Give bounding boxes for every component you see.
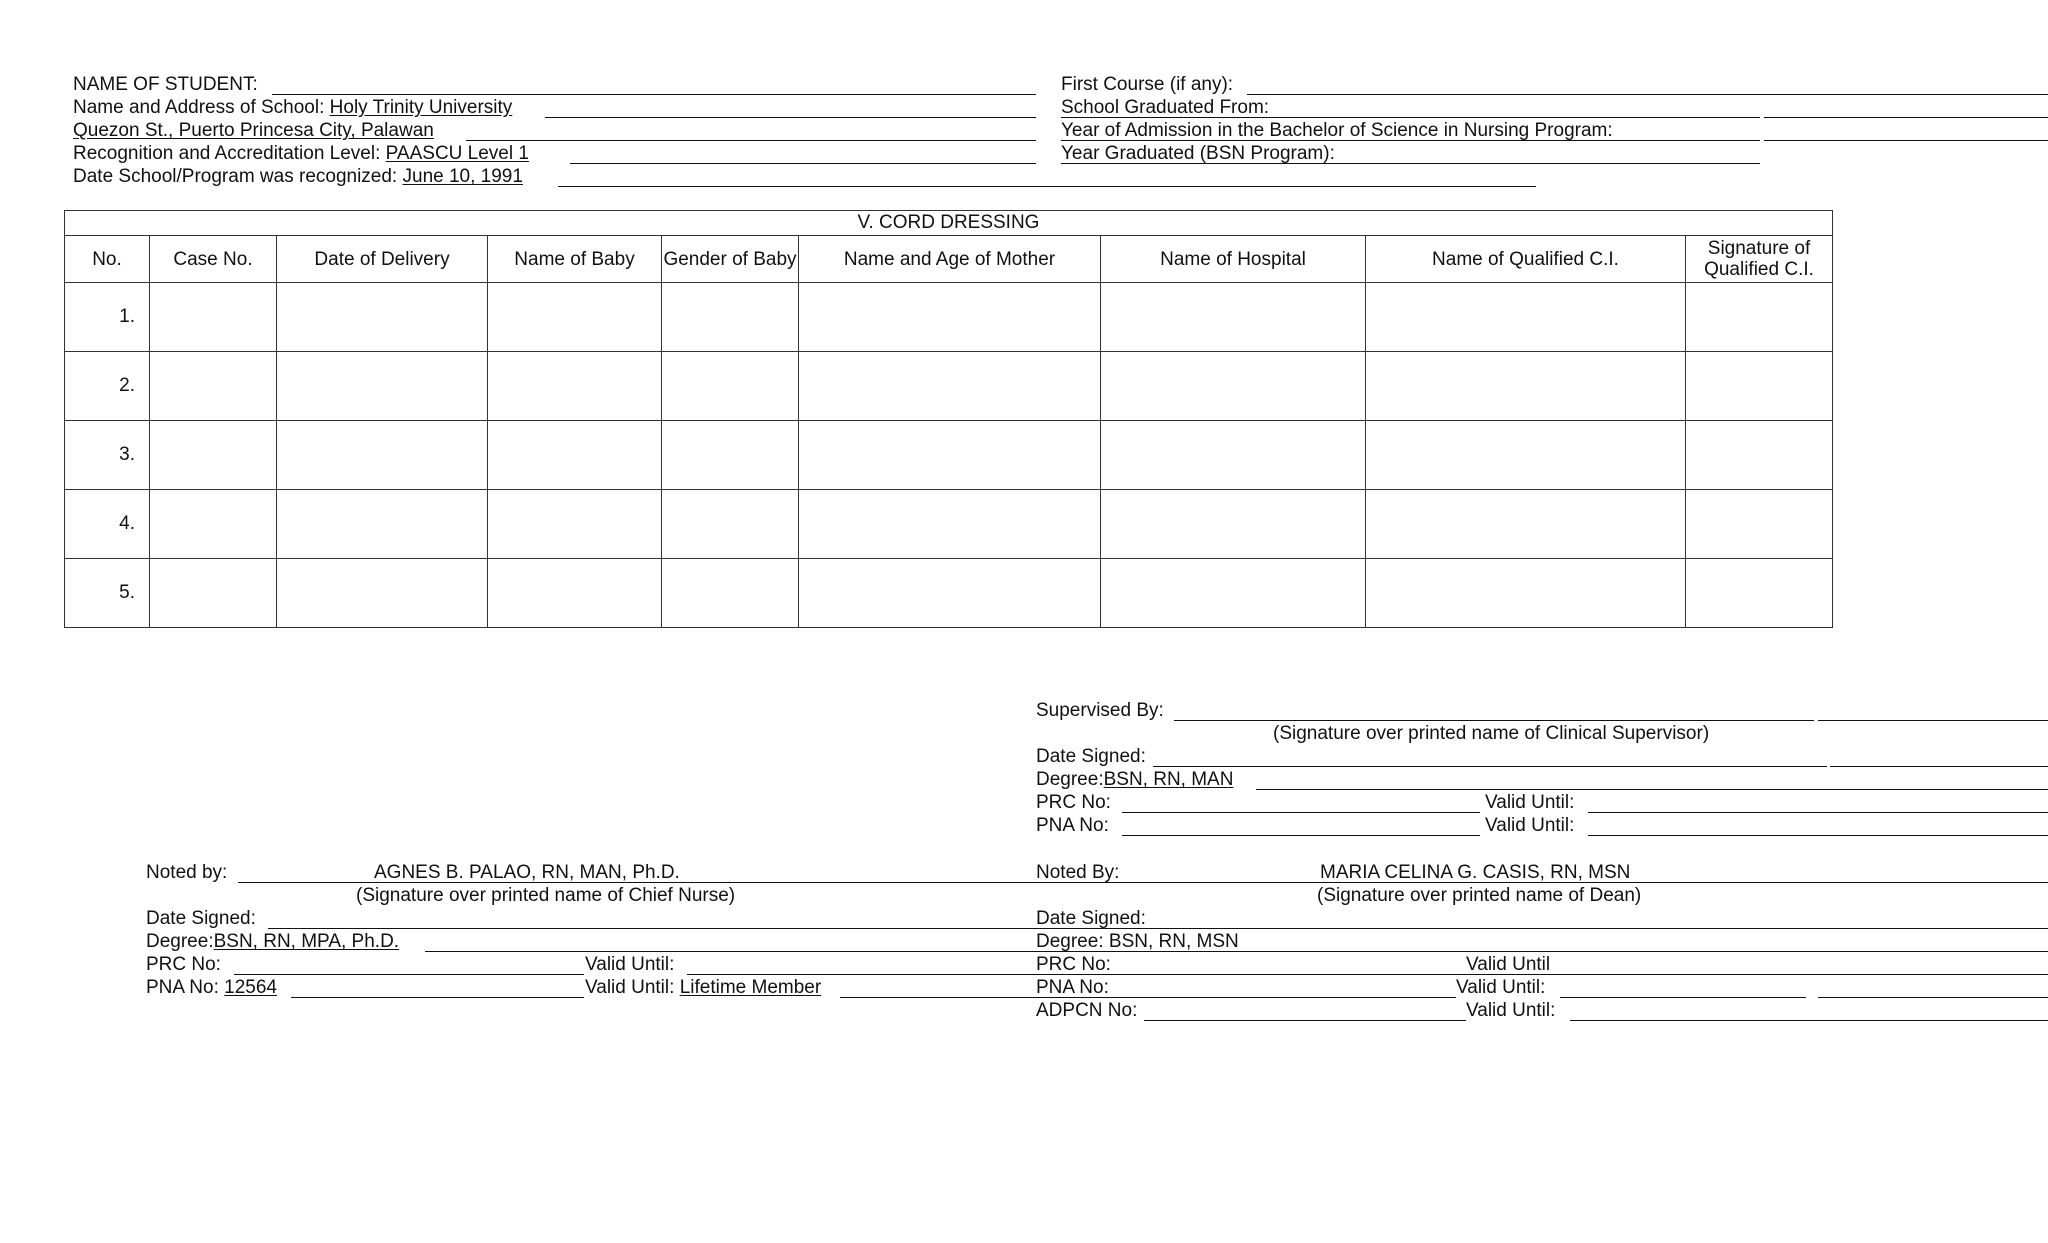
- ci-name-cell[interactable]: [1366, 352, 1686, 421]
- row-number: 5.: [65, 559, 150, 628]
- ci-signature-cell[interactable]: [1686, 559, 1833, 628]
- mother-cell[interactable]: [799, 421, 1101, 490]
- year-graduated-label: Year Graduated (BSN Program):: [1061, 143, 1335, 164]
- name-of-baby-cell[interactable]: [488, 421, 662, 490]
- recognition-label-text: Recognition and Accreditation Level:: [73, 143, 381, 164]
- recognition-label: [73, 143, 529, 165]
- chief-nurse-name: AGNES B. PALAO, RN, MAN, Ph.D.: [374, 862, 680, 883]
- table-row: [65, 490, 1833, 559]
- supervised-date-signed-label: Date Signed:: [1036, 746, 1146, 767]
- supervised-prc-line[interactable]: [1122, 812, 1480, 813]
- case-no-cell[interactable]: [150, 421, 277, 490]
- date-recognized-label-text: Date School/Program was recognized:: [73, 166, 398, 187]
- dean-name: MARIA CELINA G. CASIS, RN, MSN: [1320, 862, 1631, 883]
- hospital-cell[interactable]: [1101, 352, 1366, 421]
- header-name-qualified-ci: Name of Qualified C.I.: [1366, 236, 1686, 283]
- mother-cell[interactable]: [799, 559, 1101, 628]
- table-row: [65, 421, 1833, 490]
- ci-signature-cell[interactable]: [1686, 283, 1833, 352]
- noted-right-pna-label: PNA No:: [1036, 977, 1109, 998]
- noted-right-adpcn-line[interactable]: [1144, 1020, 1466, 1021]
- case-no-cell[interactable]: [150, 559, 277, 628]
- supervised-date-signed-line-extra: [1830, 766, 2048, 767]
- row-number: 4.: [65, 490, 150, 559]
- noted-left-pna-line: [291, 997, 584, 998]
- noted-right-degree-label: Degree:: [1036, 931, 1104, 952]
- supervised-prc-valid-line[interactable]: [1588, 812, 2048, 813]
- noted-left-degree: [146, 931, 399, 953]
- noted-left-pna-value: 12564: [224, 977, 277, 998]
- header-case-no: Case No.: [150, 236, 277, 283]
- name-of-baby-cell[interactable]: [488, 559, 662, 628]
- supervised-degree: [1036, 769, 1233, 791]
- supervised-prc-valid-label: Valid Until:: [1485, 792, 1575, 813]
- case-no-cell[interactable]: [150, 352, 277, 421]
- year-admission-label: Year of Admission in the Bachelor of Science in Nursing Program:: [1061, 120, 1613, 141]
- name-of-baby-cell[interactable]: [488, 352, 662, 421]
- noted-left-pna-label: PNA No:: [146, 977, 219, 998]
- noted-left-degree-label: Degree:: [146, 931, 214, 952]
- ci-name-cell[interactable]: [1366, 559, 1686, 628]
- date-recognized-value: June 10, 1991: [402, 166, 523, 187]
- noted-left-pna-valid: [585, 977, 821, 999]
- supervised-degree-value: BSN, RN, MAN: [1103, 769, 1234, 790]
- noted-left-pna-valid-label: Valid Until:: [585, 977, 675, 998]
- year-admission-underline: [1061, 140, 1760, 141]
- header-name-of-hospital: Name of Hospital: [1101, 236, 1366, 283]
- supervised-pna-valid-line[interactable]: [1588, 835, 2048, 836]
- noted-left-pna-valid-value: Lifetime Member: [679, 977, 822, 998]
- recognition-value: PAASCU Level 1: [385, 143, 529, 164]
- noted-left-degree-line: [425, 951, 1036, 952]
- noted-right-prc-valid-label: Valid Until: [1466, 954, 1551, 975]
- noted-left-date-signed-label: Date Signed:: [146, 908, 256, 929]
- supervised-pna-valid-label: Valid Until:: [1485, 815, 1575, 836]
- date-recognized-label: [73, 166, 523, 188]
- first-course-line[interactable]: [1247, 94, 2048, 95]
- school-address-value: Quezon St., Puerto Princesa City, Palawan: [73, 120, 434, 141]
- school-label: [73, 97, 512, 119]
- school-graduated-label: School Graduated From:: [1061, 97, 1270, 118]
- date-of-delivery-cell[interactable]: [277, 352, 488, 421]
- year-admission-line[interactable]: [1658, 140, 1760, 141]
- noted-left-prc-valid-line[interactable]: [687, 974, 1036, 975]
- table-row: [65, 283, 1833, 352]
- table-row: [65, 352, 1833, 421]
- header-date-of-delivery: Date of Delivery: [277, 236, 488, 283]
- row-number: 1.: [65, 283, 150, 352]
- school-line: [545, 117, 1036, 118]
- supervisor-caption: (Signature over printed name of Clinical Supervisor): [1273, 723, 1710, 744]
- date-of-delivery-cell[interactable]: [277, 559, 488, 628]
- noted-left-prc-line[interactable]: [234, 974, 584, 975]
- supervised-pna-label: PNA No:: [1036, 815, 1109, 836]
- table-title: V. CORD DRESSING: [65, 211, 1833, 236]
- dean-caption: (Signature over printed name of Dean): [1317, 885, 1642, 906]
- year-admission-line-extra: [1764, 140, 2048, 141]
- noted-left-pna-valid-line: [840, 997, 1036, 998]
- name-of-student-line[interactable]: [272, 94, 1036, 95]
- recognition-line: [570, 163, 1036, 164]
- supervised-date-signed-line[interactable]: [1153, 766, 1827, 767]
- supervised-by-label: Supervised By:: [1036, 700, 1164, 721]
- noted-by-right-label: Noted By:: [1036, 862, 1120, 883]
- noted-right-date-signed-line[interactable]: [1036, 928, 2048, 929]
- mother-cell[interactable]: [799, 283, 1101, 352]
- noted-right-date-signed-label: Date Signed:: [1036, 908, 1146, 929]
- supervised-degree-label: Degree:: [1036, 769, 1104, 790]
- date-recognized-line: [558, 186, 1536, 187]
- supervised-prc-label: PRC No:: [1036, 792, 1111, 813]
- noted-by-left-label: Noted by:: [146, 862, 228, 883]
- cord-dressing-table: [64, 210, 1833, 628]
- gender-cell[interactable]: [662, 421, 799, 490]
- gender-cell[interactable]: [662, 559, 799, 628]
- noted-right-degree-line[interactable]: [1036, 951, 2048, 952]
- header-name-of-baby: Name of Baby: [488, 236, 662, 283]
- hospital-cell[interactable]: [1101, 559, 1366, 628]
- ci-name-cell[interactable]: [1366, 490, 1686, 559]
- name-of-baby-cell[interactable]: [488, 283, 662, 352]
- noted-right-pna-line[interactable]: [1036, 997, 1456, 998]
- noted-left-prc-label: PRC No:: [146, 954, 221, 975]
- first-course-label: First Course (if any):: [1061, 74, 1234, 95]
- case-no-cell[interactable]: [150, 283, 277, 352]
- hospital-cell[interactable]: [1101, 421, 1366, 490]
- supervised-by-line[interactable]: [1174, 720, 1814, 721]
- ci-signature-cell[interactable]: [1686, 490, 1833, 559]
- ci-signature-cell[interactable]: [1686, 421, 1833, 490]
- school-graduated-line-extra: [1764, 117, 2048, 118]
- noted-right-prc-label: PRC No:: [1036, 954, 1111, 975]
- mother-cell[interactable]: [799, 490, 1101, 559]
- ci-signature-cell[interactable]: [1686, 352, 1833, 421]
- school-value: Holy Trinity University: [329, 97, 513, 118]
- header-no: No.: [65, 236, 150, 283]
- supervised-degree-line[interactable]: [1256, 789, 2048, 790]
- date-of-delivery-cell[interactable]: [277, 283, 488, 352]
- noted-left-prc-valid-label: Valid Until:: [585, 954, 675, 975]
- noted-left-degree-value: BSN, RN, MPA, Ph.D.: [213, 931, 400, 952]
- header-name-age-mother: Name and Age of Mother: [799, 236, 1101, 283]
- noted-right-degree-value: BSN, RN, MSN: [1108, 931, 1239, 952]
- header-signature-qualified-ci: Signature of Qualified C.I.: [1686, 236, 1833, 283]
- noted-right-adpcn-valid-label: Valid Until:: [1466, 1000, 1556, 1021]
- hospital-cell[interactable]: [1101, 283, 1366, 352]
- name-of-student-label: NAME OF STUDENT:: [73, 74, 258, 95]
- school-address-line: [466, 140, 1036, 141]
- noted-right-pna-valid-line[interactable]: [1560, 997, 1806, 998]
- chief-nurse-caption: (Signature over printed name of Chief Nurse): [356, 885, 736, 906]
- ci-name-cell[interactable]: [1366, 283, 1686, 352]
- gender-cell[interactable]: [662, 352, 799, 421]
- supervised-pna-line[interactable]: [1122, 835, 1480, 836]
- school-label-text: Name and Address of School:: [73, 97, 325, 118]
- date-of-delivery-cell[interactable]: [277, 421, 488, 490]
- case-no-cell[interactable]: [150, 490, 277, 559]
- school-graduated-line[interactable]: [1061, 117, 1760, 118]
- noted-right-pna-valid-line-extra: [1818, 997, 2048, 998]
- noted-right-adpcn-label: ADPCN No:: [1036, 1000, 1138, 1021]
- noted-right-adpcn-valid-line[interactable]: [1570, 1020, 2048, 1021]
- ci-name-cell[interactable]: [1366, 421, 1686, 490]
- header-gender-of-baby: Gender of Baby: [662, 236, 799, 283]
- gender-cell[interactable]: [662, 490, 799, 559]
- noted-left-date-signed-line[interactable]: [268, 928, 1036, 929]
- noted-right-pna-valid-label: Valid Until:: [1456, 977, 1546, 998]
- year-graduated-line[interactable]: [1061, 163, 1760, 164]
- noted-left-pna: [146, 977, 277, 999]
- table-row: [65, 559, 1833, 628]
- noted-right-degree: [1036, 931, 1239, 953]
- hospital-cell[interactable]: [1101, 490, 1366, 559]
- gender-cell[interactable]: [662, 283, 799, 352]
- supervised-by-line-extra: [1818, 720, 2048, 721]
- mother-cell[interactable]: [799, 352, 1101, 421]
- date-of-delivery-cell[interactable]: [277, 490, 488, 559]
- row-number: 3.: [65, 421, 150, 490]
- name-of-baby-cell[interactable]: [488, 490, 662, 559]
- row-number: 2.: [65, 352, 150, 421]
